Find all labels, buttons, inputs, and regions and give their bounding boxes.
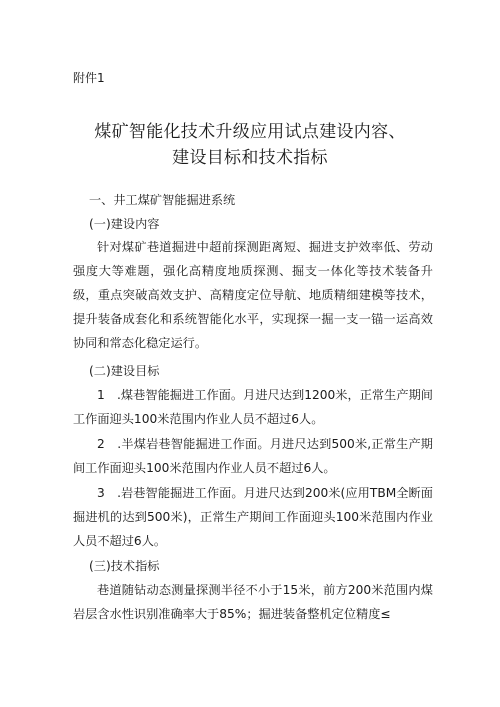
goal-item-rock-roadway: 3 .岩巷智能掘进工作面。月进尺达到200米(应用TBM全断面掘进机的达到500米)，正常生产期间工作面迎头100米范围内作业人员不超过6人。 [73,486,433,548]
paragraph-construction-content: 针对煤矿巷道掘进中超前探测距离短、掘进支护效率低、劳动强度大等难题，强化高精度地质探测、掘支一体化等技术装备升级，重点突破高效支护、高精度定位导航、地质精细建模等技术，提升装备成套化和系统智能化水平，实现探一掘一支一锚一运高效协同和常态化稳定运行。 [73,240,433,350]
attachment-label: 附件1 [73,71,105,85]
subsection-heading-technical-indicators: (三)技术指标 [89,559,160,573]
paragraph-technical-indicators: 巷道随钻动态测量探测半径不小于15米，前方200米范围内煤岩层含水性识别准确率大于85%；掘进装备整机定位精度≤ [73,583,433,621]
subsection-heading-construction-content: (一)建设内容 [89,217,160,231]
goal-item-semi-coal-rock-roadway: 2 .半煤岩巷智能掘进工作面。月进尺达到500米,正常生产期间工作面迎头100米范围内作业人员不超过6人。 [73,437,433,475]
goal-item-coal-roadway: 1 .煤巷智能掘进工作面。月进尺达到1200米，正常生产期间工作面迎头100米范围内作业人员不超过6人。 [73,388,433,426]
subsection-heading-construction-goals: (二)建设目标 [89,364,160,378]
section-heading: 一、井工煤矿智能掘进系统 [89,193,236,207]
document-title-line-1: 煤矿智能化技术升级应用试点建设内容、 [94,122,406,142]
document-title-line-2: 建设目标和技术指标 [172,148,328,168]
